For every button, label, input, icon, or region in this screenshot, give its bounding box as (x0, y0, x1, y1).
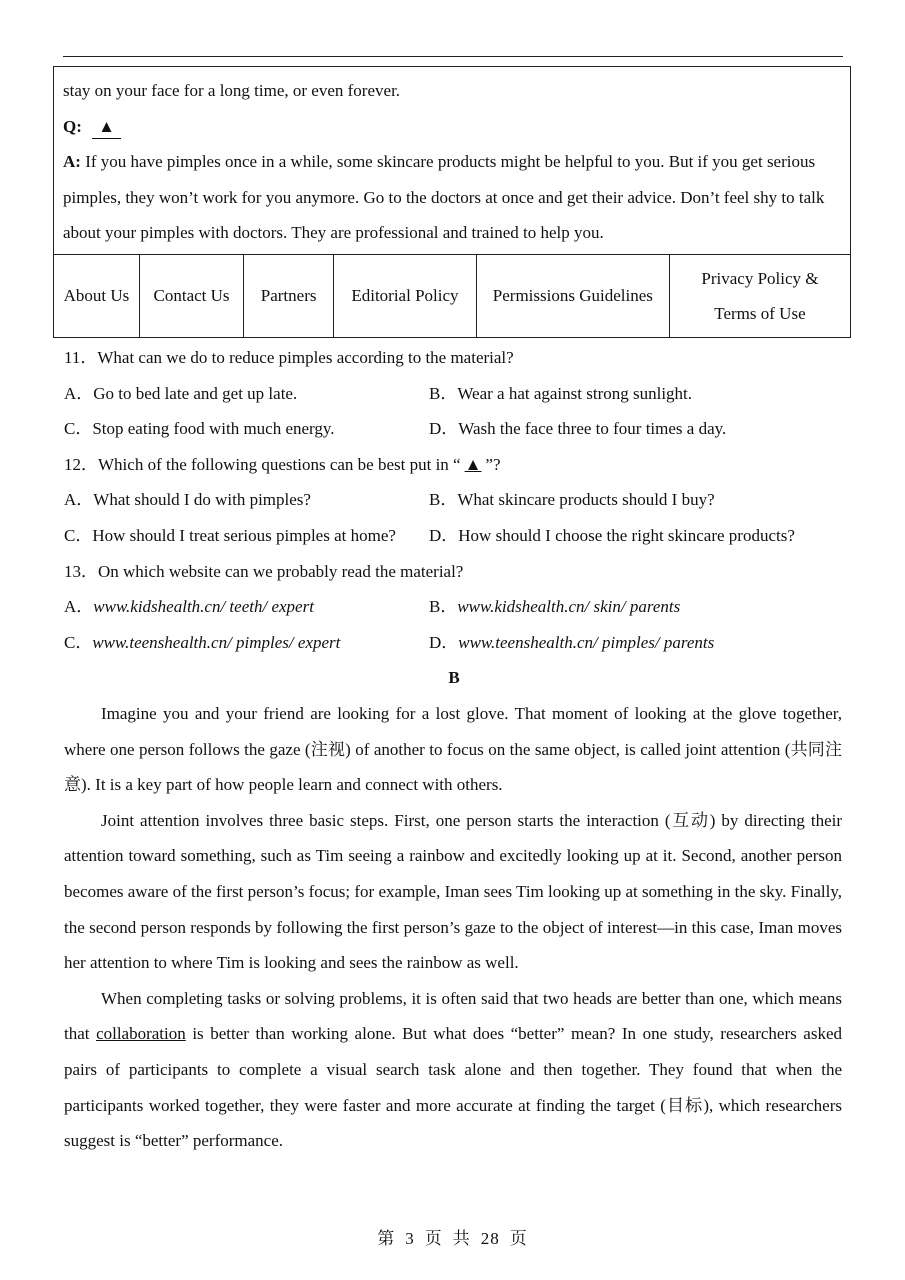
q12-stem-post: ”? (485, 454, 501, 474)
material-line-1: stay on your face for a long time, or even forever. (63, 81, 401, 100)
page-number: 3 (405, 1229, 415, 1248)
q13-letter-a: A． (64, 597, 94, 617)
q12-option-d: D．How should I choose the right skincare products? (429, 525, 795, 545)
q11-option-a: A．Go to bed late and get up late. (64, 383, 298, 403)
q13-letter-b: B． (429, 597, 458, 617)
question-line (63, 109, 841, 145)
a-text: If you have pimples once in a while, some skincare products might be helpful to you. But if you get serious pimples, they won’t work for you anymore. Go to the doctors at once and get their advice. Don’t feel shy to talk about your pimples with doctors. They are professional and trained to help you. (63, 152, 825, 242)
q-label: Q: (63, 116, 82, 136)
q12-option-a: A．What should I do with pimples? (64, 490, 311, 510)
footer-links-table (54, 254, 850, 337)
q12-option-b: B．What skincare products should I buy? (429, 490, 715, 510)
underlined-word-collaboration: collaboration (96, 1024, 186, 1044)
q13-url-a: www.kidshealth.cn/ teeth/ expert (93, 597, 314, 617)
question-11-row-2 (64, 411, 854, 447)
q13-url-c: www.teenshealth.cn/ pimples/ expert (92, 632, 341, 652)
passage-b-paragraph-1: Imagine you and your friend are looking for a lost glove. That moment of looking at the glove together, where one person follows the gaze (注视) of another to focus on the same object, is called joint attention (共同注意). It is a key part of how people learn and connect with others. (64, 704, 842, 795)
header-rule (63, 56, 843, 57)
footer-di: 第 (377, 1229, 396, 1248)
p3-post: is better than working alone. But what does “better” mean? In one study, researchers asked pairs of participants to complete a visual search task alone and then together. They found that when the participants worked together, they were faster and more accurate at finding the target (目标), which researchers suggest is “better” performance. (64, 1024, 842, 1151)
question-12-row-2 (64, 518, 854, 554)
q13-url-b: www.kidshealth.cn/ skin/ parents (457, 597, 681, 617)
q11-option-c: C．Stop eating food with much energy. (64, 419, 335, 439)
question-12-stem (64, 447, 854, 483)
q13-option-d (429, 625, 714, 661)
q13-url-d: www.teenshealth.cn/ pimples/ parents (458, 632, 715, 652)
q13-option-c (64, 625, 340, 661)
answer-paragraph (63, 144, 841, 251)
total-pages: 28 (480, 1229, 500, 1248)
q13-option-b (429, 589, 680, 625)
link-contact-us: Contact Us (139, 254, 243, 337)
q12-blank: ▲ (464, 454, 482, 474)
question-13-row-1 (64, 589, 854, 625)
link-editorial-policy: Editorial Policy (334, 254, 477, 337)
q13-option-a (64, 589, 314, 625)
q13-letter-c: C． (64, 632, 93, 652)
passage-b-paragraph-2: Joint attention involves three basic steps. First, one person starts the interaction (互动) by directing their attention toward something, such as Tim seeing a rainbow and excitedly looking up at it. Second, another person becomes aware of the first person’s focus; for example, Iman sees Tim looking up at something in the sky. Finally, the second person responds by following the first person’s gaze to the object of interest—in this case, Iman moves her attention to where Tim is looking and sees the rainbow as well. (64, 810, 842, 973)
passage-b-paragraph-3 (64, 981, 842, 1159)
material-text (54, 67, 850, 251)
link-partners: Partners (244, 254, 334, 337)
q11-option-d: D．Wash the face three to four times a day. (429, 419, 727, 439)
question-11-stem: 11．What can we do to reduce pimples according to the material? (64, 348, 514, 367)
footer-gong: 共 (452, 1229, 471, 1248)
passage-b (64, 696, 842, 1159)
question-11-row-1 (64, 376, 854, 412)
q-blank: ▲ (92, 116, 121, 139)
p3-pre: When completing tasks or solving problems, it is often said that two heads are better than one, which means that (64, 988, 842, 1044)
material-box (53, 66, 851, 338)
questions (64, 340, 854, 696)
q11-option-b: B．Wear a hat against strong sunlight. (429, 383, 693, 403)
link-privacy-policy: Privacy Policy & Terms of Use (669, 254, 850, 337)
footer-ye: 页 (424, 1229, 443, 1248)
q12-stem-pre: 12．Which of the following questions can be best put in “ (64, 454, 461, 474)
link-permissions-guidelines: Permissions Guidelines (476, 254, 669, 337)
section-b-title: B (448, 668, 460, 688)
q13-letter-d: D． (429, 632, 459, 652)
a-label: A: (63, 152, 81, 171)
question-13-row-2 (64, 625, 854, 661)
page-footer (0, 1224, 905, 1249)
q12-option-c: C．How should I treat serious pimples at home? (64, 525, 396, 545)
footer-ye-2: 页 (509, 1229, 528, 1248)
question-13-stem: 13．On which website can we probably read the material? (64, 561, 464, 581)
question-12-row-1 (64, 482, 854, 518)
link-about-us: About Us (54, 254, 139, 337)
